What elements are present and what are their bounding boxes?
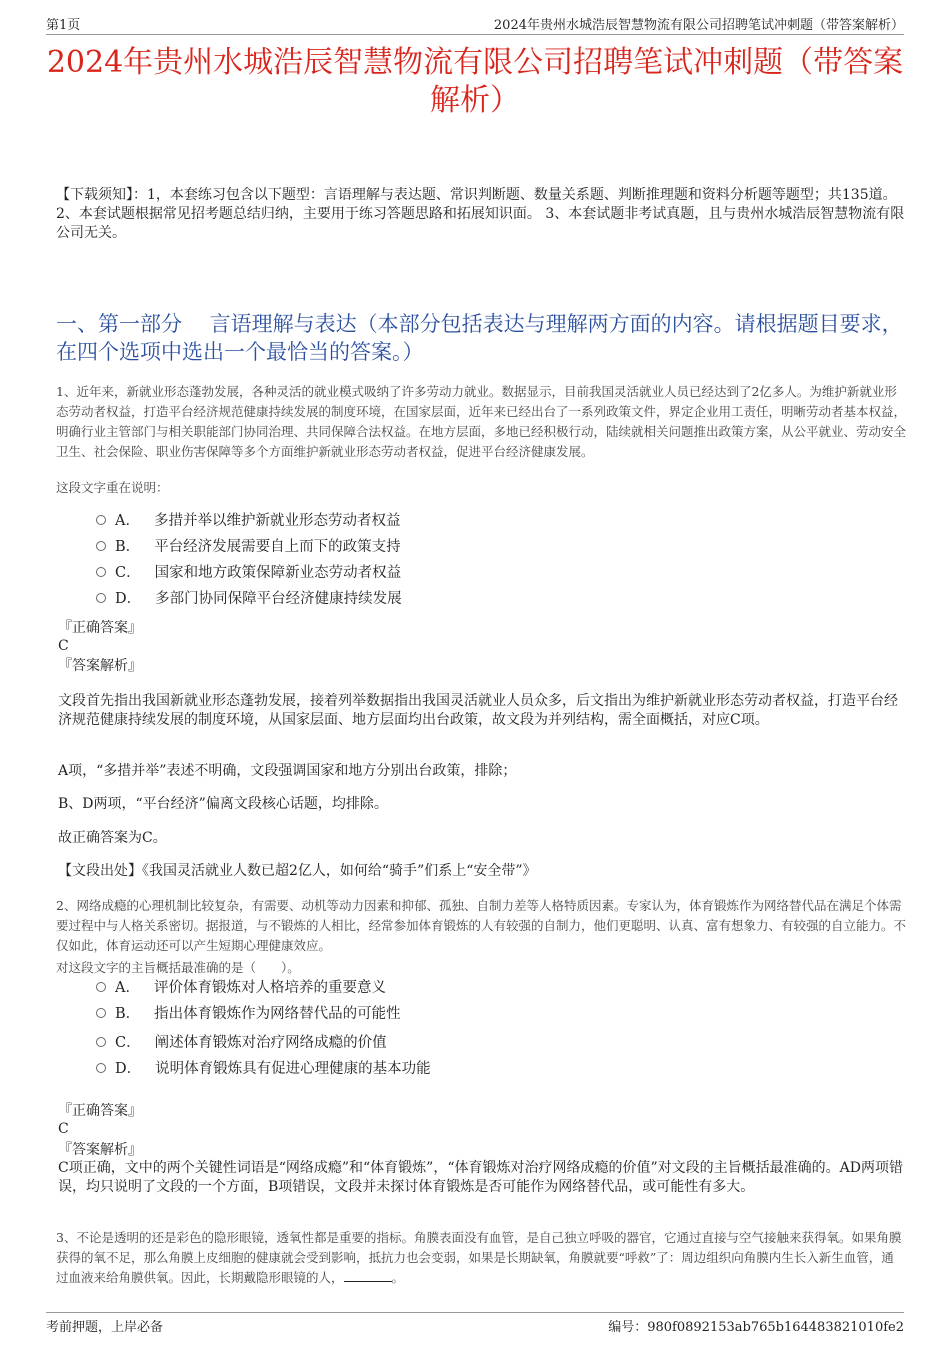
fill-blank[interactable] [344, 1268, 392, 1282]
option-text: 评价体育锻炼对人格培养的重要意义 [153, 980, 386, 996]
radio-icon[interactable] [96, 1063, 106, 1073]
option-text: 阐述体育锻炼对治疗网络成瘾的价值 [154, 1035, 387, 1051]
q1-source: 【文段出处】《我国灵活就业人数已超2亿人，如何给“骑手”们系上“安全带”》 [58, 863, 537, 879]
option-text: 多部门协同保障平台经济健康持续发展 [155, 591, 402, 607]
q1-answer-label: 『正确答案』 [58, 620, 142, 636]
q3-stem-text: 3、不论是透明的还是彩色的隐形眼镜，透氧性都是重要的指标。角膜表面没有血管，是自己独立呼吸的器官，它通过直接与空气接触来获得氧。如果角膜获得的氧不足，那么角膜上皮细胞的健康就会受到影响，抵抗力也会变弱，如果是长期缺氧，角膜就要“呼救”了：周边组织向角膜内生长入新生血管，通过血液来给角膜供氧。因此，长期戴隐形眼镜的人， [56, 1230, 902, 1285]
q1-prompt: 这段文字重在说明： [56, 480, 169, 495]
option-text: 国家和地方政策保障新业态劳动者权益 [154, 565, 402, 581]
option-key: A． [115, 980, 140, 996]
q3-stem-end: 。 [391, 1270, 405, 1285]
page-number: 第1页 [46, 18, 81, 33]
q1-analysis-3: B、D两项，“平台经济”偏离文段核心话题，均排除。 [58, 796, 388, 812]
option-key: D． [115, 591, 142, 607]
q1-analysis-4: 故正确答案为C。 [58, 830, 167, 846]
radio-icon[interactable] [96, 1037, 106, 1047]
footer-slogan: 考前押题，上岸必备 [46, 1320, 164, 1335]
q2-prompt: 对这段文字的主旨概括最准确的是（ ）。 [56, 960, 300, 975]
page-header [46, 14, 904, 35]
download-notice: 【下载须知】：1，本套练习包含以下题型：言语理解与表达题、常识判断题、数量关系题、判断推理题和资料分析题等题型；共135道。 2、本套试题根据常见招考题总结归纳，主要用于练习答题思路和拓展知识面。 3、本套试题非考试真题，且与贵州水城浩辰智慧物流有限公司无关。 [56, 187, 905, 241]
option-key: A． [115, 513, 140, 529]
q3-stem [56, 1228, 906, 1288]
q1-option-b[interactable] [96, 537, 401, 557]
q2-answer-label: 『正确答案』 [58, 1103, 142, 1119]
option-text: 平台经济发展需要自上而下的政策支持 [154, 539, 401, 555]
q1-option-d[interactable] [96, 589, 402, 609]
footer-code-label: 编号： [608, 1320, 648, 1335]
option-text: 说明体育锻炼具有促进心理健康的基本功能 [155, 1061, 431, 1077]
q2-analysis: C项正确，文中的两个关键性词语是“网络成瘾”和“体育锻炼”，“体育锻炼对治疗网络成瘾的价值”对文段的主旨概括最准确的。AD两项错误，均只说明了文段的一个方面，B项错误，文段并未探讨体育锻炼是否可能作为网络替代品，或可能性有多大。 [58, 1160, 903, 1195]
q2-option-c[interactable] [96, 1033, 387, 1053]
option-key: C． [115, 1035, 141, 1051]
q1-option-c[interactable] [96, 563, 401, 583]
option-key: C． [115, 565, 141, 581]
section-heading: 一、第一部分 言语理解与表达（本部分包括表达与理解两方面的内容。请根据题目要求，在四个选项中选出一个最恰当的答案。） [56, 312, 903, 364]
option-key: B． [115, 539, 141, 555]
radio-icon[interactable] [96, 982, 106, 992]
q1-analysis-2: A项，“多措并举”表述不明确，文段强调国家和地方分别出台政策，排除； [58, 763, 517, 779]
document-title: 2024年贵州水城浩辰智慧物流有限公司招聘笔试冲刺题（带答案解析） [46, 45, 904, 118]
radio-icon[interactable] [96, 593, 106, 603]
radio-icon[interactable] [96, 541, 106, 551]
q1-stem: 1、近年来，新就业形态蓬勃发展，各种灵活的就业模式吸纳了许多劳动力就业。数据显示，目前我国灵活就业人员已经达到了2亿多人。为维护新就业形态劳动者权益，打造平台经济规范健康持续发展的制度环境，在国家层面，近年来已经出台了一系列政策文件，界定企业用工责任，明晰劳动者基本权益，明确行业主管部门与相关职能部门协同治理、共同保障合法权益。在地方层面，多地已经积极行动，陆续就相关问题推出政策方案，从公平就业、劳动安全卫生、社会保险、职业伤害保障等多个方面维护新就业形态劳动者权益，促进平台经济健康发展。 [56, 384, 907, 459]
footer-code [608, 1316, 904, 1335]
q1-option-a[interactable] [96, 511, 400, 531]
q1-analysis-1: 文段首先指出我国新就业形态蓬勃发展，接着列举数据指出我国灵活就业人员众多，后文指出为维护新就业形态劳动者权益，打造平台经济规范健康持续发展的制度环境，从国家层面、地方层面均出台政策，故文段为并列结构，需全面概括，对应C项。 [58, 693, 898, 728]
q1-answer: C [58, 638, 69, 654]
radio-icon[interactable] [96, 567, 106, 577]
page-footer [46, 1312, 904, 1336]
option-key: D． [115, 1061, 142, 1077]
q1-analysis-label: 『答案解析』 [58, 658, 142, 674]
option-text: 多措并举以维护新就业形态劳动者权益 [153, 513, 401, 529]
radio-icon[interactable] [96, 515, 106, 525]
q2-option-a[interactable] [96, 978, 386, 998]
q2-option-d[interactable] [96, 1059, 431, 1079]
q2-answer: C [58, 1121, 69, 1137]
q2-analysis-label: 『答案解析』 [58, 1142, 142, 1158]
header-doc-title: 2024年贵州水城浩辰智慧物流有限公司招聘笔试冲刺题（带答案解析） [493, 18, 904, 33]
option-key: B． [115, 1006, 141, 1022]
footer-code-value: 980f0892153ab765b164483821010fe2 [647, 1320, 904, 1335]
option-text: 指出体育锻炼作为网络替代品的可能性 [154, 1006, 401, 1022]
q2-option-b[interactable] [96, 1004, 401, 1024]
q2-stem: 2、网络成瘾的心理机制比较复杂，有需要、动机等动力因素和抑郁、孤独、自制力差等人格特质因素。专家认为，体育锻炼作为网络替代品在满足个体需要过程中与人格关系密切。据报道，与不锻炼的人相比，经常参加体育锻炼的人有较强的自制力，他们更聪明、认真、富有想象力、有较强的自立能力。不仅如此，体育运动还可以产生短期心理健康效应。 [56, 898, 907, 953]
radio-icon[interactable] [96, 1008, 106, 1018]
